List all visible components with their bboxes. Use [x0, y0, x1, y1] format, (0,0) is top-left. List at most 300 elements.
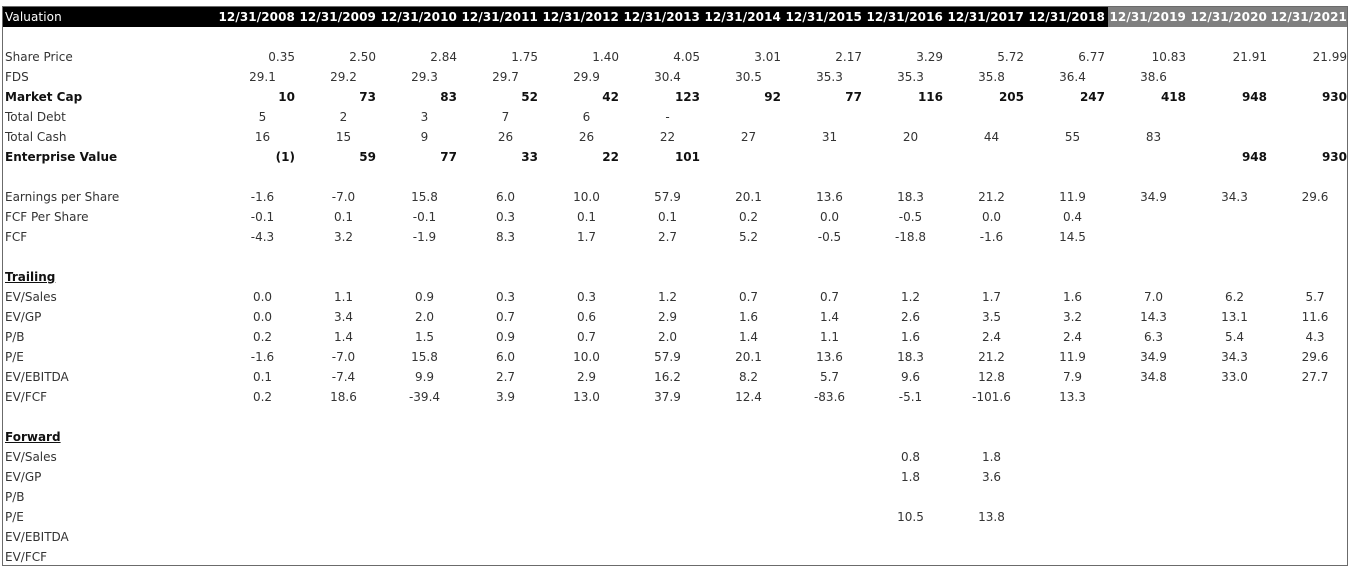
- value-cell[interactable]: 34.3: [1221, 190, 1248, 204]
- value-cell[interactable]: [703, 467, 784, 487]
- value-cell[interactable]: [217, 547, 298, 566]
- value-cell[interactable]: [298, 427, 379, 447]
- value-cell[interactable]: 1.4: [333, 330, 354, 344]
- value-cell[interactable]: [784, 427, 865, 447]
- value-cell[interactable]: [622, 487, 703, 507]
- value-cell[interactable]: 2.50: [349, 50, 376, 64]
- value-cell[interactable]: [217, 267, 298, 287]
- value-cell[interactable]: [703, 527, 784, 547]
- year-header[interactable]: 12/31/2011: [460, 7, 541, 27]
- year-header[interactable]: 12/31/2010: [379, 7, 460, 27]
- section-heading[interactable]: Trailing: [5, 270, 56, 284]
- value-cell[interactable]: [298, 507, 379, 527]
- value-cell[interactable]: [784, 547, 865, 566]
- value-cell[interactable]: 33.0: [1221, 370, 1248, 384]
- value-cell[interactable]: -39.4: [408, 390, 441, 404]
- section-heading[interactable]: Forward: [5, 430, 61, 444]
- value-cell[interactable]: 83: [1145, 130, 1162, 144]
- value-cell[interactable]: 21.91: [1232, 50, 1267, 64]
- value-cell[interactable]: 1.2: [657, 290, 678, 304]
- value-cell[interactable]: 15.8: [411, 350, 438, 364]
- value-cell[interactable]: 3.6: [981, 470, 1002, 484]
- value-cell[interactable]: [784, 467, 865, 487]
- value-cell[interactable]: [460, 467, 541, 487]
- value-cell[interactable]: 44: [983, 130, 1000, 144]
- value-cell[interactable]: 13.6: [816, 350, 843, 364]
- value-cell[interactable]: 0.9: [495, 330, 516, 344]
- value-cell[interactable]: 0.35: [268, 50, 295, 64]
- value-cell[interactable]: 1.1: [819, 330, 840, 344]
- value-cell[interactable]: [298, 527, 379, 547]
- value-cell[interactable]: [1189, 227, 1270, 247]
- value-cell[interactable]: 5.7: [1305, 290, 1325, 304]
- value-cell[interactable]: -1.6: [250, 190, 275, 204]
- value-cell[interactable]: 2.84: [430, 50, 457, 64]
- value-cell[interactable]: 12.8: [978, 370, 1005, 384]
- value-cell[interactable]: [379, 547, 460, 566]
- value-cell[interactable]: [703, 267, 784, 287]
- value-cell[interactable]: -1.6: [979, 230, 1004, 244]
- value-cell[interactable]: 2.0: [414, 310, 435, 324]
- value-cell[interactable]: 42: [602, 90, 619, 104]
- value-cell[interactable]: 22: [602, 150, 619, 164]
- value-cell[interactable]: [703, 487, 784, 507]
- value-cell[interactable]: 0.3: [576, 290, 597, 304]
- value-cell[interactable]: 34.8: [1140, 370, 1167, 384]
- value-cell[interactable]: 92: [764, 90, 781, 104]
- value-cell[interactable]: [1027, 447, 1108, 467]
- value-cell[interactable]: 2.6: [900, 310, 921, 324]
- value-cell[interactable]: 930: [1321, 150, 1347, 164]
- value-cell[interactable]: [379, 467, 460, 487]
- value-cell[interactable]: [379, 527, 460, 547]
- value-cell[interactable]: 3.9: [495, 390, 516, 404]
- value-cell[interactable]: 0.2: [738, 210, 759, 224]
- value-cell[interactable]: 30.5: [735, 70, 762, 84]
- value-cell[interactable]: 0.7: [819, 290, 840, 304]
- value-cell[interactable]: 10: [278, 90, 295, 104]
- value-cell[interactable]: 57.9: [654, 350, 681, 364]
- value-cell[interactable]: [1027, 527, 1108, 547]
- row-label[interactable]: FDS: [5, 70, 29, 84]
- value-cell[interactable]: 3.4: [333, 310, 354, 324]
- value-cell[interactable]: 1.40: [592, 50, 619, 64]
- value-cell[interactable]: [298, 267, 379, 287]
- value-cell[interactable]: [1189, 467, 1270, 487]
- value-cell[interactable]: -7.4: [331, 370, 356, 384]
- value-cell[interactable]: [1270, 507, 1348, 527]
- value-cell[interactable]: 13.8: [978, 510, 1005, 524]
- value-cell[interactable]: 1.4: [738, 330, 759, 344]
- row-label[interactable]: Total Cash: [5, 130, 67, 144]
- value-cell[interactable]: [622, 507, 703, 527]
- value-cell[interactable]: [865, 107, 946, 127]
- value-cell[interactable]: 5.4: [1224, 330, 1245, 344]
- value-cell[interactable]: 0.7: [738, 290, 759, 304]
- value-cell[interactable]: 55: [1064, 130, 1081, 144]
- value-cell[interactable]: 13.6: [816, 190, 843, 204]
- value-cell[interactable]: [1108, 447, 1189, 467]
- value-cell[interactable]: 2.0: [657, 330, 678, 344]
- value-cell[interactable]: 29.1: [249, 70, 276, 84]
- value-cell[interactable]: [541, 487, 622, 507]
- value-cell[interactable]: [865, 147, 946, 167]
- row-label[interactable]: EV/GP: [5, 470, 42, 484]
- value-cell[interactable]: 29.6: [1301, 190, 1329, 204]
- value-cell[interactable]: -7.0: [331, 190, 356, 204]
- row-label[interactable]: Enterprise Value: [5, 150, 118, 164]
- value-cell[interactable]: [1189, 267, 1270, 287]
- value-cell[interactable]: 1.8: [900, 470, 921, 484]
- value-cell[interactable]: [541, 547, 622, 566]
- value-cell[interactable]: [460, 267, 541, 287]
- value-cell[interactable]: [1108, 427, 1189, 447]
- value-cell[interactable]: 2.4: [981, 330, 1002, 344]
- value-cell[interactable]: [865, 527, 946, 547]
- value-cell[interactable]: [1189, 387, 1270, 407]
- value-cell[interactable]: 7: [501, 110, 510, 124]
- value-cell[interactable]: 1.5: [414, 330, 435, 344]
- value-cell[interactable]: 948: [1241, 90, 1267, 104]
- value-cell[interactable]: 6.3: [1143, 330, 1164, 344]
- value-cell[interactable]: 6: [582, 110, 591, 124]
- value-cell[interactable]: [541, 427, 622, 447]
- value-cell[interactable]: 5: [258, 110, 267, 124]
- value-cell[interactable]: 26: [497, 130, 514, 144]
- value-cell[interactable]: [622, 467, 703, 487]
- value-cell[interactable]: 2.17: [835, 50, 862, 64]
- value-cell[interactable]: [460, 427, 541, 447]
- value-cell[interactable]: 35.8: [978, 70, 1005, 84]
- value-cell[interactable]: 1.2: [900, 290, 921, 304]
- row-label[interactable]: EV/GP: [5, 310, 42, 324]
- value-cell[interactable]: 2.4: [1062, 330, 1083, 344]
- value-cell[interactable]: 20: [902, 130, 919, 144]
- year-header[interactable]: 12/31/2013: [622, 7, 703, 27]
- year-header[interactable]: 12/31/2012: [541, 7, 622, 27]
- value-cell[interactable]: [784, 487, 865, 507]
- value-cell[interactable]: 1.1: [333, 290, 354, 304]
- value-cell[interactable]: [1189, 127, 1270, 147]
- value-cell[interactable]: [1108, 227, 1189, 247]
- value-cell[interactable]: [379, 267, 460, 287]
- value-cell[interactable]: [379, 427, 460, 447]
- year-header[interactable]: 12/31/2020: [1189, 7, 1270, 27]
- value-cell[interactable]: 11.6: [1301, 310, 1329, 324]
- value-cell[interactable]: 21.2: [978, 190, 1005, 204]
- row-label[interactable]: Earnings per Share: [5, 190, 120, 204]
- value-cell[interactable]: [541, 507, 622, 527]
- value-cell[interactable]: 2.9: [576, 370, 597, 384]
- year-header[interactable]: 12/31/2019: [1108, 7, 1189, 27]
- value-cell[interactable]: 15.8: [411, 190, 438, 204]
- value-cell[interactable]: [1027, 267, 1108, 287]
- value-cell[interactable]: 6.77: [1078, 50, 1105, 64]
- value-cell[interactable]: 10.0: [573, 350, 600, 364]
- value-cell[interactable]: 22: [659, 130, 676, 144]
- value-cell[interactable]: 0.7: [576, 330, 597, 344]
- value-cell[interactable]: [703, 447, 784, 467]
- value-cell[interactable]: [1270, 487, 1348, 507]
- value-cell[interactable]: [217, 447, 298, 467]
- value-cell[interactable]: [1189, 527, 1270, 547]
- value-cell[interactable]: 36.4: [1059, 70, 1086, 84]
- value-cell[interactable]: 0.0: [981, 210, 1002, 224]
- value-cell[interactable]: 0.4: [1062, 210, 1083, 224]
- sheet-title[interactable]: Valuation: [3, 7, 217, 27]
- value-cell[interactable]: [703, 507, 784, 527]
- value-cell[interactable]: [1108, 467, 1189, 487]
- value-cell[interactable]: 0.7: [495, 310, 516, 324]
- row-label[interactable]: P/B: [5, 330, 25, 344]
- value-cell[interactable]: 26: [578, 130, 595, 144]
- value-cell[interactable]: 13.1: [1221, 310, 1248, 324]
- value-cell[interactable]: [946, 487, 1027, 507]
- value-cell[interactable]: 2: [339, 110, 348, 124]
- value-cell[interactable]: [1189, 507, 1270, 527]
- value-cell[interactable]: [703, 107, 784, 127]
- value-cell[interactable]: [1027, 107, 1108, 127]
- value-cell[interactable]: 0.9: [414, 290, 435, 304]
- value-cell[interactable]: 418: [1160, 90, 1186, 104]
- year-header[interactable]: 12/31/2009: [298, 7, 379, 27]
- value-cell[interactable]: [865, 547, 946, 566]
- value-cell[interactable]: [946, 147, 1027, 167]
- value-cell[interactable]: -1.9: [412, 230, 437, 244]
- value-cell[interactable]: 27: [740, 130, 757, 144]
- value-cell[interactable]: 33: [521, 150, 538, 164]
- value-cell[interactable]: 3: [420, 110, 429, 124]
- value-cell[interactable]: 15: [335, 130, 352, 144]
- value-cell[interactable]: [1270, 127, 1348, 147]
- value-cell[interactable]: 34.9: [1140, 190, 1167, 204]
- value-cell[interactable]: 0.6: [576, 310, 597, 324]
- value-cell[interactable]: [1270, 267, 1348, 287]
- value-cell[interactable]: [622, 527, 703, 547]
- value-cell[interactable]: -18.8: [894, 230, 927, 244]
- value-cell[interactable]: -0.5: [898, 210, 923, 224]
- row-label[interactable]: EV/Sales: [5, 450, 57, 464]
- value-cell[interactable]: 11.9: [1059, 190, 1086, 204]
- value-cell[interactable]: 77: [845, 90, 862, 104]
- value-cell[interactable]: 29.6: [1301, 350, 1329, 364]
- value-cell[interactable]: 27.7: [1301, 370, 1329, 384]
- value-cell[interactable]: 5.7: [819, 370, 840, 384]
- value-cell[interactable]: -0.5: [817, 230, 842, 244]
- value-cell[interactable]: [784, 527, 865, 547]
- value-cell[interactable]: 205: [998, 90, 1024, 104]
- value-cell[interactable]: [946, 527, 1027, 547]
- value-cell[interactable]: 0.0: [252, 290, 273, 304]
- value-cell[interactable]: 18.6: [330, 390, 357, 404]
- value-cell[interactable]: [1027, 547, 1108, 566]
- value-cell[interactable]: 1.75: [511, 50, 538, 64]
- value-cell[interactable]: 8.3: [495, 230, 516, 244]
- value-cell[interactable]: 2.9: [657, 310, 678, 324]
- value-cell[interactable]: [1189, 487, 1270, 507]
- value-cell[interactable]: 1.6: [1062, 290, 1083, 304]
- value-cell[interactable]: [217, 427, 298, 447]
- value-cell[interactable]: 930: [1321, 90, 1347, 104]
- value-cell[interactable]: [1270, 527, 1348, 547]
- value-cell[interactable]: [1270, 67, 1348, 87]
- value-cell[interactable]: [217, 527, 298, 547]
- value-cell[interactable]: -5.1: [898, 390, 923, 404]
- value-cell[interactable]: 1.7: [576, 230, 597, 244]
- value-cell[interactable]: [784, 507, 865, 527]
- value-cell[interactable]: [784, 447, 865, 467]
- value-cell[interactable]: 38.6: [1140, 70, 1167, 84]
- value-cell[interactable]: 0.3: [495, 210, 516, 224]
- row-label[interactable]: P/E: [5, 510, 24, 524]
- value-cell[interactable]: 1.6: [738, 310, 759, 324]
- value-cell[interactable]: 18.3: [897, 190, 924, 204]
- value-cell[interactable]: [703, 427, 784, 447]
- value-cell[interactable]: 21.99: [1312, 50, 1347, 64]
- value-cell[interactable]: 3.01: [754, 50, 781, 64]
- value-cell[interactable]: [946, 267, 1027, 287]
- value-cell[interactable]: 83: [440, 90, 457, 104]
- value-cell[interactable]: [1189, 107, 1270, 127]
- value-cell[interactable]: [784, 267, 865, 287]
- value-cell[interactable]: 3.29: [916, 50, 943, 64]
- value-cell[interactable]: [1108, 507, 1189, 527]
- value-cell[interactable]: 9.9: [414, 370, 435, 384]
- value-cell[interactable]: -0.1: [412, 210, 437, 224]
- year-header[interactable]: 12/31/2017: [946, 7, 1027, 27]
- value-cell[interactable]: 12.4: [735, 390, 762, 404]
- value-cell[interactable]: 35.3: [816, 70, 843, 84]
- value-cell[interactable]: [1108, 387, 1189, 407]
- value-cell[interactable]: [1108, 207, 1189, 227]
- value-cell[interactable]: 8.2: [738, 370, 759, 384]
- value-cell[interactable]: 34.9: [1140, 350, 1167, 364]
- value-cell[interactable]: 29.2: [330, 70, 357, 84]
- value-cell[interactable]: 10.0: [573, 190, 600, 204]
- value-cell[interactable]: 6.0: [495, 350, 516, 364]
- row-label[interactable]: Market Cap: [5, 90, 83, 104]
- value-cell[interactable]: [865, 487, 946, 507]
- value-cell[interactable]: [1108, 107, 1189, 127]
- value-cell[interactable]: [1270, 427, 1348, 447]
- value-cell[interactable]: [1108, 527, 1189, 547]
- value-cell[interactable]: 116: [917, 90, 943, 104]
- row-label[interactable]: P/E: [5, 350, 24, 364]
- row-label[interactable]: P/B: [5, 490, 25, 504]
- value-cell[interactable]: 0.0: [252, 310, 273, 324]
- value-cell[interactable]: 0.2: [252, 330, 273, 344]
- value-cell[interactable]: 0.0: [819, 210, 840, 224]
- year-header[interactable]: 12/31/2018: [1027, 7, 1108, 27]
- value-cell[interactable]: [460, 487, 541, 507]
- value-cell[interactable]: 16: [254, 130, 271, 144]
- value-cell[interactable]: [1027, 467, 1108, 487]
- value-cell[interactable]: [379, 447, 460, 467]
- value-cell[interactable]: 13.3: [1059, 390, 1086, 404]
- value-cell[interactable]: 0.8: [900, 450, 921, 464]
- year-header[interactable]: 12/31/2015: [784, 7, 865, 27]
- value-cell[interactable]: 29.7: [492, 70, 519, 84]
- value-cell[interactable]: 73: [359, 90, 376, 104]
- value-cell[interactable]: 10.5: [897, 510, 924, 524]
- value-cell[interactable]: 59: [359, 150, 376, 164]
- row-label[interactable]: EV/Sales: [5, 290, 57, 304]
- value-cell[interactable]: [1270, 227, 1348, 247]
- value-cell[interactable]: 52: [521, 90, 538, 104]
- value-cell[interactable]: [1108, 147, 1189, 167]
- value-cell[interactable]: 13.0: [573, 390, 600, 404]
- value-cell[interactable]: 18.3: [897, 350, 924, 364]
- value-cell[interactable]: 34.3: [1221, 350, 1248, 364]
- value-cell[interactable]: 31: [821, 130, 838, 144]
- value-cell[interactable]: 14.3: [1140, 310, 1167, 324]
- value-cell[interactable]: [1027, 507, 1108, 527]
- value-cell[interactable]: -1.6: [250, 350, 275, 364]
- value-cell[interactable]: 7.0: [1143, 290, 1164, 304]
- value-cell[interactable]: [1027, 427, 1108, 447]
- value-cell[interactable]: [298, 467, 379, 487]
- value-cell[interactable]: [1270, 107, 1348, 127]
- value-cell[interactable]: 6.2: [1224, 290, 1245, 304]
- value-cell[interactable]: 77: [440, 150, 457, 164]
- value-cell[interactable]: [946, 547, 1027, 566]
- year-header[interactable]: 12/31/2014: [703, 7, 784, 27]
- value-cell[interactable]: [1189, 427, 1270, 447]
- value-cell[interactable]: 9: [420, 130, 429, 144]
- value-cell[interactable]: 247: [1079, 90, 1105, 104]
- value-cell[interactable]: [1108, 267, 1189, 287]
- row-label[interactable]: EV/FCF: [5, 390, 48, 404]
- value-cell[interactable]: [946, 427, 1027, 447]
- row-label[interactable]: FCF Per Share: [5, 210, 89, 224]
- value-cell[interactable]: -83.6: [813, 390, 846, 404]
- value-cell[interactable]: [1270, 207, 1348, 227]
- value-cell[interactable]: 6.0: [495, 190, 516, 204]
- value-cell[interactable]: 123: [674, 90, 700, 104]
- value-cell[interactable]: 16.2: [654, 370, 681, 384]
- value-cell[interactable]: 0.1: [576, 210, 597, 224]
- value-cell[interactable]: [1189, 447, 1270, 467]
- value-cell[interactable]: 10.83: [1151, 50, 1186, 64]
- value-cell[interactable]: [541, 447, 622, 467]
- value-cell[interactable]: [703, 547, 784, 566]
- value-cell[interactable]: [217, 487, 298, 507]
- value-cell[interactable]: 5.2: [738, 230, 759, 244]
- value-cell[interactable]: 4.05: [673, 50, 700, 64]
- value-cell[interactable]: 30.4: [654, 70, 681, 84]
- value-cell[interactable]: 35.3: [897, 70, 924, 84]
- value-cell[interactable]: 1.4: [819, 310, 840, 324]
- value-cell[interactable]: [622, 267, 703, 287]
- value-cell[interactable]: 5.72: [997, 50, 1024, 64]
- row-label[interactable]: FCF: [5, 230, 28, 244]
- value-cell[interactable]: 4.3: [1305, 330, 1325, 344]
- value-cell[interactable]: 20.1: [735, 350, 762, 364]
- value-cell[interactable]: [1189, 207, 1270, 227]
- value-cell[interactable]: [1270, 387, 1348, 407]
- value-cell[interactable]: [703, 147, 784, 167]
- value-cell[interactable]: -: [665, 110, 670, 124]
- value-cell[interactable]: 948: [1241, 150, 1267, 164]
- value-cell[interactable]: [1027, 487, 1108, 507]
- value-cell[interactable]: [541, 527, 622, 547]
- value-cell[interactable]: [541, 467, 622, 487]
- value-cell[interactable]: -7.0: [331, 350, 356, 364]
- value-cell[interactable]: 21.2: [978, 350, 1005, 364]
- value-cell[interactable]: [1189, 67, 1270, 87]
- value-cell[interactable]: [784, 147, 865, 167]
- value-cell[interactable]: [460, 507, 541, 527]
